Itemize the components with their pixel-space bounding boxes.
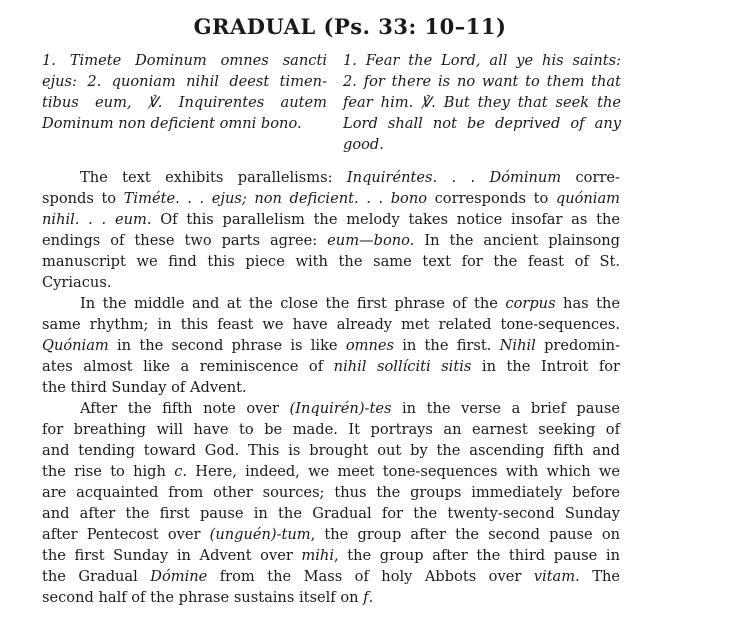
text-segment: the first Sunday in Advent over bbox=[42, 547, 302, 564]
text-segment: . Here, indeed, we meet tone-sequences with which we bbox=[182, 463, 620, 480]
text-segment: . The bbox=[575, 568, 620, 585]
text-segment: and after the first pause in the Gradual for the twenty-second Sunday bbox=[42, 505, 620, 522]
italic-segment: eum—bono. bbox=[327, 232, 415, 249]
latin-line: Dominum non deficient omni bono. bbox=[42, 115, 302, 132]
text-segment: manuscript we find this piece with the same text for the feast of St. bbox=[42, 253, 620, 270]
commentary-line bbox=[42, 335, 620, 356]
text-segment: in the second phrase is like bbox=[108, 337, 346, 354]
text-segment: sponds to bbox=[42, 190, 124, 207]
italic-segment: Dómine bbox=[150, 568, 208, 585]
commentary-text bbox=[42, 167, 620, 608]
text-segment: in the verse a brief pause bbox=[391, 400, 620, 417]
commentary-line bbox=[42, 545, 620, 566]
text-segment: are acquainted from other sources; thus the groups immediately before bbox=[42, 484, 620, 501]
text-segment: same rhythm; in this feast we have already met related tone-sequences. bbox=[42, 316, 620, 333]
commentary-line bbox=[42, 566, 620, 587]
title-reference: (Ps. 33: 10–11) bbox=[323, 14, 507, 39]
text-segment: . bbox=[368, 589, 374, 606]
commentary-line bbox=[42, 461, 620, 482]
commentary-line bbox=[42, 440, 620, 461]
italic-segment: vitam bbox=[533, 568, 576, 585]
italic-segment: Quóniam bbox=[42, 337, 109, 354]
text-segment: and tending toward God. This is brought out by the ascending fifth and bbox=[42, 442, 620, 459]
text-segment: predomin- bbox=[535, 337, 620, 354]
text-segment: In the ancient plainsong bbox=[414, 232, 620, 249]
italic-segment: corpus bbox=[505, 295, 556, 312]
english-line: good. bbox=[343, 136, 384, 153]
text-segment: from the Mass of holy Abbots over bbox=[207, 568, 534, 585]
italic-segment: mihi bbox=[301, 547, 334, 564]
english-translation-column bbox=[343, 50, 621, 155]
commentary-line bbox=[42, 188, 620, 209]
italic-segment: (Inquirén)-tes bbox=[289, 400, 392, 417]
text-segment: Of this parallelism the melody takes notice insofar as the bbox=[151, 211, 621, 228]
latin-line: tibus eum, ℣. Inquirentes autem bbox=[42, 94, 327, 111]
text-segment: After the fifth note over bbox=[80, 400, 290, 417]
commentary-line bbox=[42, 230, 620, 251]
text-segment: in the first. bbox=[393, 337, 500, 354]
text-segment: , the group after the third pause in bbox=[334, 547, 620, 564]
text-segment: , the group after the second pause on bbox=[310, 526, 621, 543]
english-line: fear him. ℣. But they that seek the bbox=[343, 94, 621, 111]
text-segment: Cyriacus. bbox=[42, 274, 112, 291]
text-segment: ates almost like a reminiscence of bbox=[42, 358, 334, 375]
text-segment: for breathing will have to be made. It portrays an earnest seeking of bbox=[42, 421, 620, 438]
commentary-line bbox=[42, 419, 620, 440]
commentary-line bbox=[42, 398, 620, 419]
commentary-line bbox=[42, 251, 620, 272]
page-title bbox=[40, 14, 660, 40]
commentary-line bbox=[42, 209, 620, 230]
english-line: 1. Fear the Lord, all ye his saints: bbox=[343, 52, 621, 69]
commentary-line bbox=[42, 356, 620, 377]
commentary-line bbox=[42, 293, 620, 314]
english-line: Lord shall not be deprived of any bbox=[343, 115, 621, 132]
commentary-line bbox=[42, 314, 620, 335]
italic-segment: Nihil bbox=[499, 337, 536, 354]
english-line: 2. for there is no want to them that bbox=[343, 73, 621, 90]
text-segment: corresponds to bbox=[427, 190, 556, 207]
latin-line: ejus: 2. quoniam nihil deest timen- bbox=[42, 73, 327, 90]
text-segment: The text exhibits parallelisms: bbox=[80, 169, 347, 186]
text-segment: after Pentecost over bbox=[42, 526, 210, 543]
italic-segment: nihil. . . eum. bbox=[42, 211, 152, 228]
text-segment: has the bbox=[555, 295, 620, 312]
latin-line: 1. Timete Dominum omnes sancti bbox=[42, 52, 327, 69]
text-segment: in the Introit for bbox=[471, 358, 620, 375]
commentary-line bbox=[42, 167, 620, 188]
text-segment: second half of the phrase sustains itself on bbox=[42, 589, 364, 606]
commentary-line bbox=[42, 482, 620, 503]
italic-segment: nihil sollíciti sitis bbox=[333, 358, 472, 375]
italic-segment: c bbox=[174, 463, 183, 480]
title-main: GRADUAL bbox=[193, 14, 316, 39]
text-segment: the Gradual bbox=[42, 568, 151, 585]
italic-segment: Inquiréntes. . . Dóminum bbox=[346, 169, 562, 186]
commentary-line bbox=[42, 587, 620, 608]
italic-segment: f bbox=[363, 589, 369, 606]
text-segment: corre- bbox=[561, 169, 620, 186]
italic-segment: (unguén)-tum bbox=[209, 526, 311, 543]
italic-segment: Timéte. . . ejus; non deficient. . . bono bbox=[123, 190, 428, 207]
latin-text-column bbox=[42, 50, 327, 134]
text-segment: In the middle and at the close the first phrase of the bbox=[80, 295, 506, 312]
italic-segment: omnes bbox=[345, 337, 394, 354]
commentary-line bbox=[42, 524, 620, 545]
commentary-line bbox=[42, 272, 620, 293]
italic-segment: quóniam bbox=[555, 190, 621, 207]
text-segment: the third Sunday of Advent. bbox=[42, 379, 247, 396]
commentary-line bbox=[42, 503, 620, 524]
text-segment: endings of these two parts agree: bbox=[42, 232, 328, 249]
text-segment: the rise to high bbox=[42, 463, 175, 480]
commentary-line bbox=[42, 377, 620, 398]
